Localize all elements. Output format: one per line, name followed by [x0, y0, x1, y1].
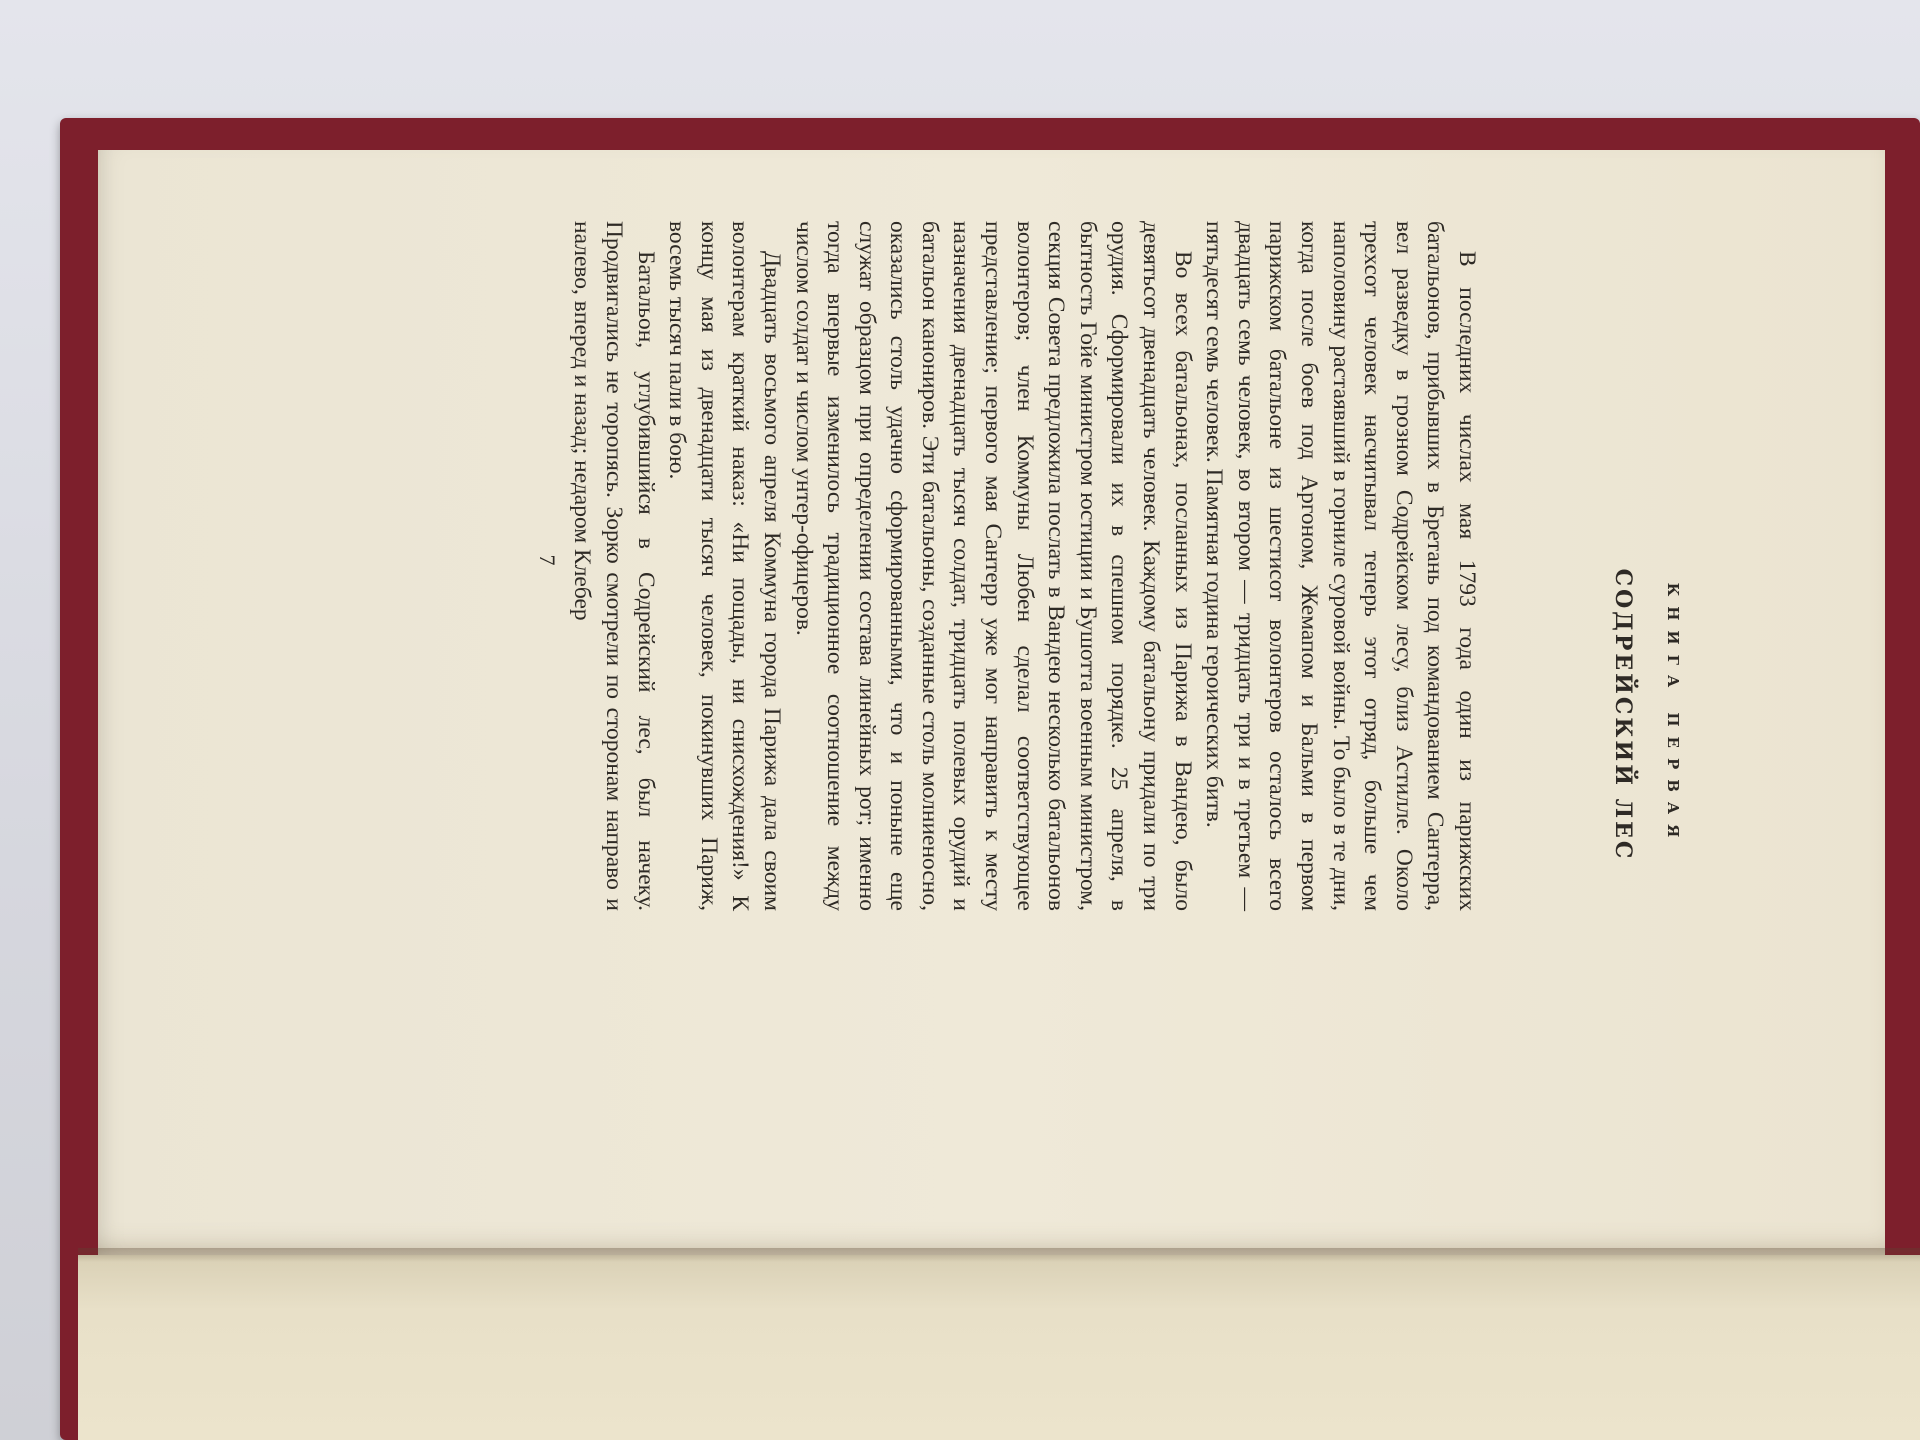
paragraph: Во всех батальонах, посланных из Парижа в Вандею, было девятьсот двенадцать человек. Каждому батальону придали по три орудия. Сформировали их в спешном порядке. 25 апреля, в бытность Гойе министром юстиции и Бушотта военным министром, секция Совета предложила послать в Вандею несколько батальонов волонтеров; член Коммуны Любен сделал соответствующее представление; первого мая Сантерр уже мог направить к месту назначения двенадцать тысяч солдат, тридцать полевых орудий и батальон канониров. Эти батальоны, созданные столь молниеносно, оказались столь удачно сформированными, что и поныне еще служат образцом при определении состава линейных рот; именно тогда впервые изменилось традиционное соотношение между числом солдат и числом унтер-офицеров.: [790, 221, 1196, 911]
facing-page-edge: [78, 1255, 1920, 1440]
paragraph: Двадцать восьмого апреля Коммуна города Парижа дала своим волонтерам краткий наказ: «Ни пощады, ни снисхождения!» К концу мая из двенадцати тысяч человек, покинувших Париж, восемь тысяч пали в бою.: [664, 221, 785, 911]
book-label: КНИГА ПЕРВАЯ: [1664, 582, 1682, 848]
book-gutter: [78, 1248, 1920, 1262]
paragraph: Батальон, углубившийся в Содрейский лес, был начеку. Продвигались не торопясь. Зорко смотрели по сторонам направо и налево, вперед и назад; недаром Клебер: [569, 221, 659, 911]
page-number: 7: [535, 554, 560, 566]
page-content: [220, 215, 1700, 1215]
body-text: [566, 221, 1482, 911]
paragraph: В последних числах мая 1793 года один из парижских батальонов, прибывших в Бретань под командованием Сантерра, вел разведку в грозном Содрейском лесу, близ Астилле. Около трехсот человек насчитывал теперь этот отряд, больше чем наполовину растаявший в горниле суровой войны. То было в те дни, когда после боев под Аргоном, Жемапом и Бальми в первом парижском батальоне из шестисот волонтеров осталось всего двадцать семь человек, во втором — тридцать три и в третьем — пятьдесят семь человек. Памятная година героических битв.: [1201, 221, 1480, 911]
chapter-title: СОДРЕЙСКИЙ ЛЕС: [1610, 568, 1636, 862]
